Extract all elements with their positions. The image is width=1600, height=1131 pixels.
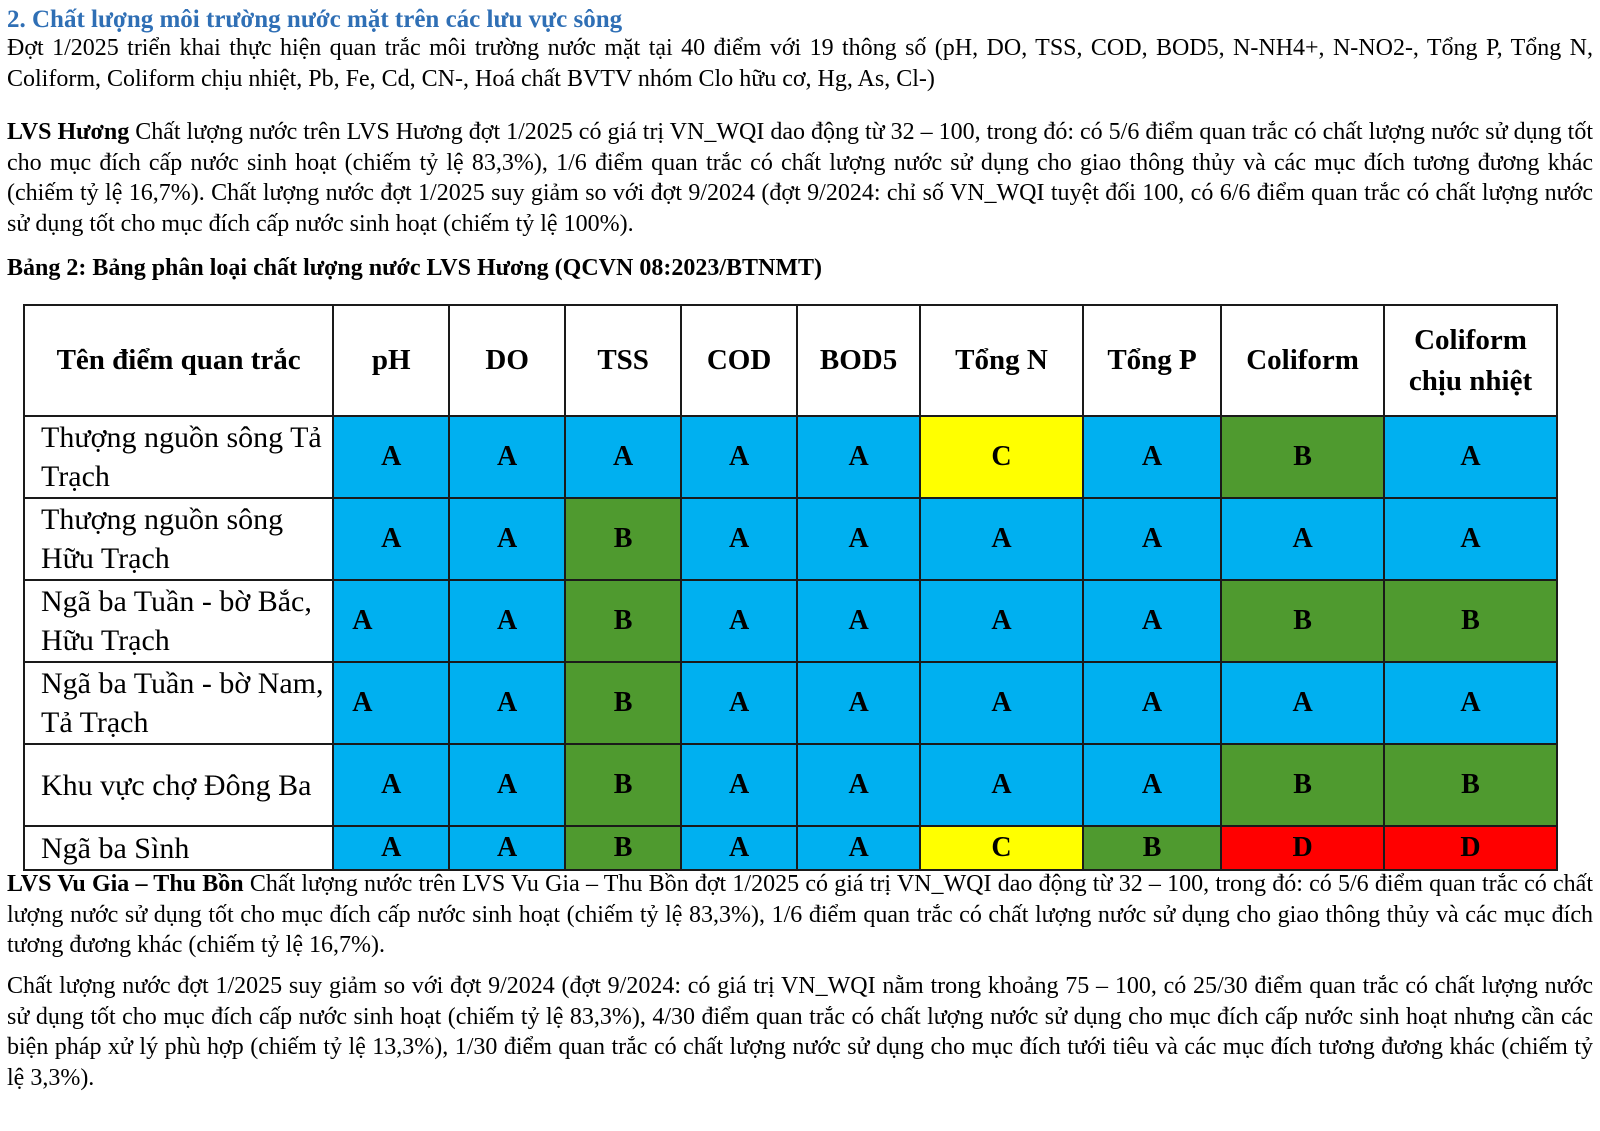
class-cell: A: [1083, 416, 1221, 498]
station-name: Ngã ba Tuần - bờ Bắc, Hữu Trạch: [24, 580, 333, 662]
class-cell: A: [681, 662, 797, 744]
class-cell: A: [1083, 498, 1221, 580]
class-cell: A: [449, 744, 565, 826]
class-cell: B: [1384, 580, 1557, 662]
vugia-compare-paragraph: Chất lượng nước đợt 1/2025 suy giảm so với đợt 9/2024 (đợt 9/2024: có giá trị VN_WQI nằm trong khoảng 75 – 100, có 25/30 điểm quan trắc có chất lượng nước sử dụng tốt cho mục đích cấp nước sinh hoạt (chiếm tỷ lệ 83,3%), 4/30 điểm quan trắc có chất lượng nước sử dụng cho mục đích cấp nước sinh hoạt nhưng cần các biện pháp xử lý phù hợp (chiếm tỷ lệ 13,3%), 1/30 điểm quan trắc có chất lượng nước sử dụng cho mục đích tưới tiêu và các mục đích tương đương khác (chiếm tỷ lệ 3,3%).: [7, 973, 1593, 1091]
huong-paragraph: [7, 117, 1593, 239]
class-cell: A: [1083, 580, 1221, 662]
vugia-text: Chất lượng nước trên LVS Vu Gia – Thu Bồn đợt 1/2025 có giá trị VN_WQI dao động từ 32 – 100, trong đó: có 5/6 điểm quan trắc có chất lượng nước sử dụng tốt cho mục đích cấp nước sinh hoạt (chiếm tỷ lệ 83,3%), 1/6 điểm quan trắc có chất lượng nước sử dụng cho giao thông thủy và các mục đích tương đương khác (chiếm tỷ lệ 16,7%).: [7, 871, 1593, 958]
class-cell: A: [449, 826, 565, 870]
class-cell: A: [333, 826, 449, 870]
class-cell: A: [920, 662, 1083, 744]
water-quality-table: [23, 304, 1558, 871]
class-cell: B: [565, 580, 681, 662]
header-coliform-thermo: Coliform chịu nhiệt: [1384, 305, 1557, 416]
class-cell: A: [797, 580, 920, 662]
class-cell: A: [333, 744, 449, 826]
class-cell: A: [1384, 416, 1557, 498]
table-row: [24, 580, 1557, 662]
class-cell: A: [797, 826, 920, 870]
class-cell: B: [1384, 744, 1557, 826]
table-row: [24, 662, 1557, 744]
table-caption: Bảng 2: Bảng phân loại chất lượng nước LVS Hương (QCVN 08:2023/BTNMT): [7, 255, 822, 281]
class-cell: A: [333, 580, 449, 662]
header-station: Tên điểm quan trắc: [24, 305, 333, 416]
class-cell: B: [1083, 826, 1221, 870]
class-cell: A: [920, 744, 1083, 826]
class-cell: A: [449, 498, 565, 580]
class-cell: A: [1384, 662, 1557, 744]
station-name: Thượng nguồn sông Hữu Trạch: [24, 498, 333, 580]
class-cell: A: [797, 416, 920, 498]
header-tss: TSS: [565, 305, 681, 416]
class-cell: A: [449, 580, 565, 662]
header-ph: pH: [333, 305, 449, 416]
class-cell: A: [333, 662, 449, 744]
class-cell: A: [1083, 744, 1221, 826]
class-cell: A: [1221, 498, 1384, 580]
class-cell: A: [449, 662, 565, 744]
class-cell: A: [1384, 498, 1557, 580]
header-bod5: BOD5: [797, 305, 920, 416]
table-row: [24, 744, 1557, 826]
section-heading: 2. Chất lượng môi trường nước mặt trên các lưu vực sông: [7, 6, 623, 33]
intro-paragraph: Đợt 1/2025 triển khai thực hiện quan trắc môi trường nước mặt tại 40 điểm với 19 thông số (pH, DO, TSS, COD, BOD5, N-NH4+, N-NO2-, Tổng P, Tổng N, Coliform, Coliform chịu nhiệt, Pb, Fe, Cd, CN-, Hoá chất BVTV nhóm Clo hữu cơ, Hg, As, Cl-): [7, 35, 1593, 92]
class-cell: A: [681, 826, 797, 870]
class-cell: A: [565, 416, 681, 498]
header-total-p: Tổng P: [1083, 305, 1221, 416]
class-cell: A: [920, 498, 1083, 580]
class-cell: A: [1221, 662, 1384, 744]
class-cell: A: [681, 580, 797, 662]
class-cell: A: [449, 416, 565, 498]
table-row: [24, 826, 1557, 870]
header-do: DO: [449, 305, 565, 416]
class-cell: A: [333, 498, 449, 580]
station-name: Ngã ba Tuần - bờ Nam, Tả Trạch: [24, 662, 333, 744]
station-name: Thượng nguồn sông Tả Trạch: [24, 416, 333, 498]
class-cell: A: [1083, 662, 1221, 744]
class-cell: D: [1221, 826, 1384, 870]
vugia-paragraph: [7, 869, 1593, 961]
station-name: Khu vực chợ Đông Ba: [24, 744, 333, 826]
table-header-row: [24, 305, 1557, 416]
class-cell: B: [1221, 580, 1384, 662]
class-cell: B: [1221, 416, 1384, 498]
table-row: [24, 416, 1557, 498]
vugia-label: LVS Vu Gia – Thu Bồn: [7, 871, 244, 897]
class-cell: A: [797, 744, 920, 826]
class-cell: B: [565, 826, 681, 870]
station-name: Ngã ba Sình: [24, 826, 333, 870]
class-cell: A: [797, 662, 920, 744]
class-cell: A: [797, 498, 920, 580]
class-cell: A: [681, 498, 797, 580]
class-cell: A: [681, 416, 797, 498]
class-cell: C: [920, 416, 1083, 498]
class-cell: A: [920, 580, 1083, 662]
table-row: [24, 498, 1557, 580]
class-cell: B: [1221, 744, 1384, 826]
huong-label: LVS Hương: [7, 119, 130, 145]
class-cell: A: [333, 416, 449, 498]
huong-text: Chất lượng nước trên LVS Hương đợt 1/2025 có giá trị VN_WQI dao động từ 32 – 100, trong đó: có 5/6 điểm quan trắc có chất lượng nước sử dụng tốt cho mục đích cấp nước sinh hoạt (chiếm tỷ lệ 83,3%), 1/6 điểm quan trắc có chất lượng nước sử dụng cho giao thông thủy và các mục đích tương đương khác (chiếm tỷ lệ 16,7%). Chất lượng nước đợt 1/2025 suy giảm so với đợt 9/2024 (đợt 9/2024: chỉ số VN_WQI tuyệt đối 100, có 6/6 điểm quan trắc có chất lượng nước sử dụng tốt cho mục đích cấp nước sinh hoạt (chiếm tỷ lệ 100%).: [7, 119, 1593, 237]
class-cell: B: [565, 744, 681, 826]
class-cell: B: [565, 498, 681, 580]
class-cell: A: [681, 744, 797, 826]
class-cell: D: [1384, 826, 1557, 870]
header-cod: COD: [681, 305, 797, 416]
header-coliform: Coliform: [1221, 305, 1384, 416]
class-cell: C: [920, 826, 1083, 870]
header-total-n: Tổng N: [920, 305, 1083, 416]
class-cell: B: [565, 662, 681, 744]
